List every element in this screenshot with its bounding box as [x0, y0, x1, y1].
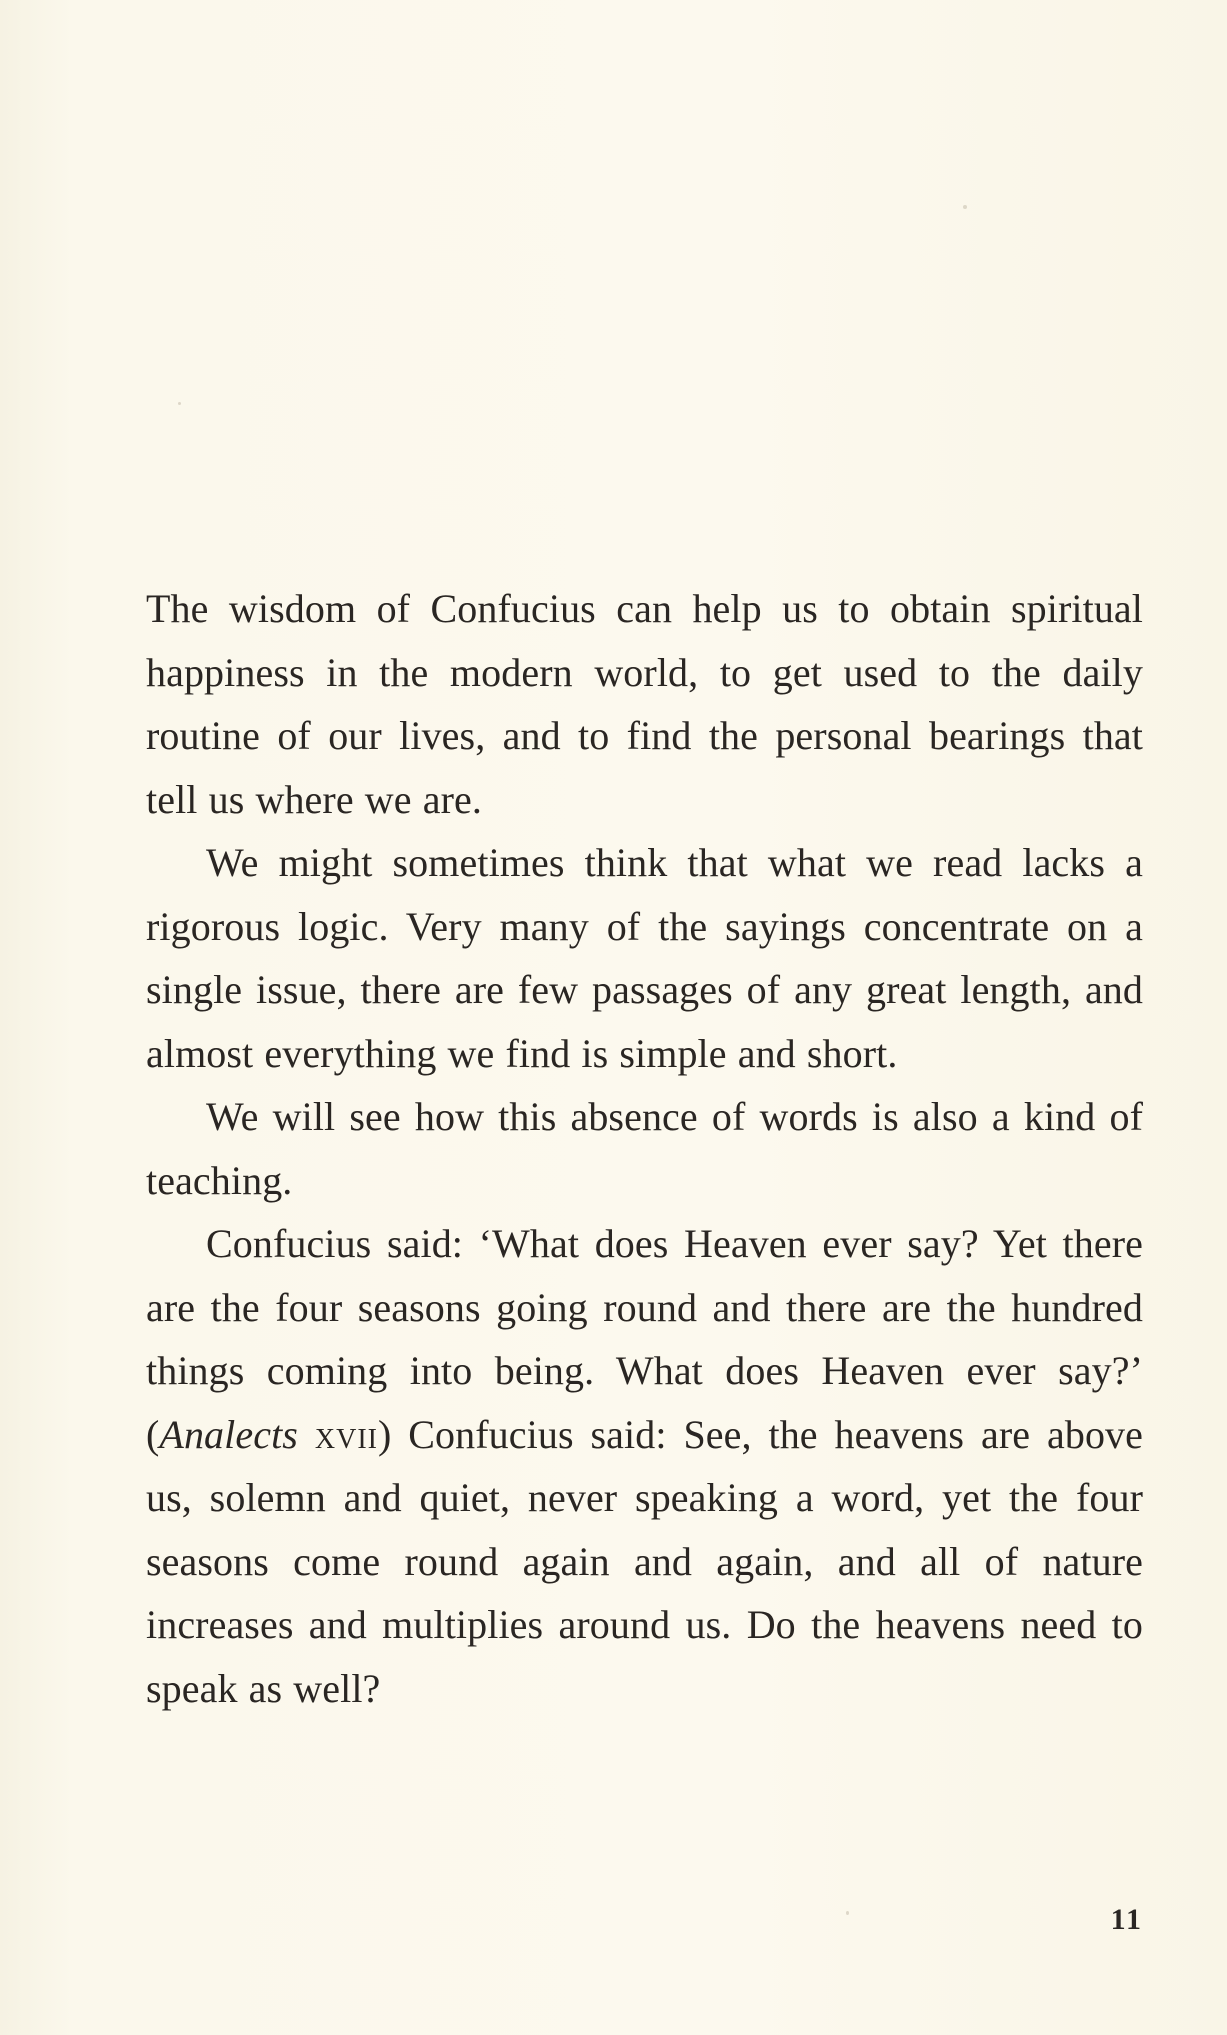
- paper-speck: [963, 205, 967, 209]
- chapter-number: xvii: [314, 1411, 378, 1457]
- paragraph-2: We might sometimes think that what we read lacks a rigorous logic. Very many of the sayings concentrate on a single issue, there are few passages of any great length, and almost everything we find is simple and short.: [146, 840, 1143, 1076]
- paper-speck: [846, 1911, 849, 1915]
- paragraph-4: [146, 1212, 1143, 1720]
- paragraph-1: The wisdom of Confucius can help us to obtain spiritual happiness in the modern world, to get used to the daily routine of our lives, and to find the personal bearings that tell us where we are.: [146, 586, 1143, 822]
- paper-speck: [178, 402, 181, 405]
- paragraph-3: We will see how this absence of words is also a kind of teaching.: [146, 1094, 1143, 1203]
- commentary-text: ) Confucius said: See, the heavens are above us, solemn and quiet, never speaking a word, yet the four seasons come round again and again, and all of nature increases and multiplies around us. Do the heavens need to speak as well?: [146, 1411, 1143, 1711]
- body-text: [146, 577, 1143, 1720]
- quote-text: Confucius said: ‘What does Heaven ever say? Yet there are the four seasons going round and there are the hundred things coming into being. What does Heaven ever say?’ (: [146, 1221, 1143, 1457]
- word-space: [298, 1412, 315, 1457]
- analects-title: Analects: [159, 1411, 298, 1457]
- page-number: 11: [1110, 1903, 1143, 1936]
